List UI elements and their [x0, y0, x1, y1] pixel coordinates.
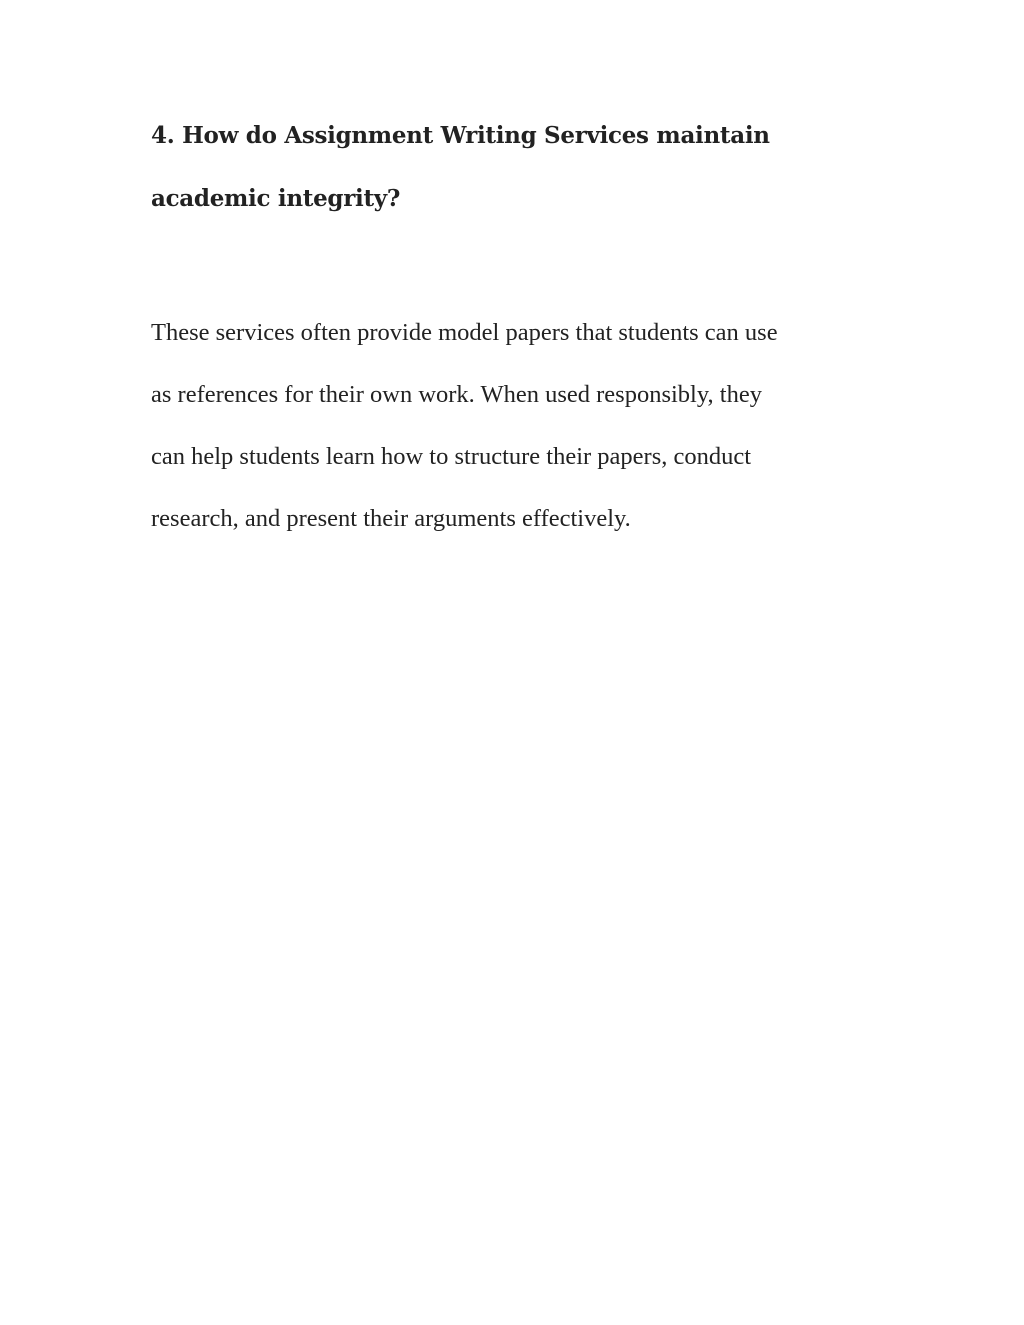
heading-line: academic integrity?: [151, 185, 401, 212]
heading-line: 4. How do Assignment Writing Services maintain: [151, 122, 770, 149]
paragraph-line: can help students learn how to structure their papers, conduct: [151, 443, 752, 470]
paragraph-line: research, and present their arguments effectively.: [151, 505, 631, 532]
paragraph-line: These services often provide model papers that students can use: [151, 319, 778, 346]
paragraph-line: as references for their own work. When used responsibly, they: [151, 381, 762, 408]
section-heading: [151, 104, 911, 230]
body-paragraph: [151, 302, 891, 550]
